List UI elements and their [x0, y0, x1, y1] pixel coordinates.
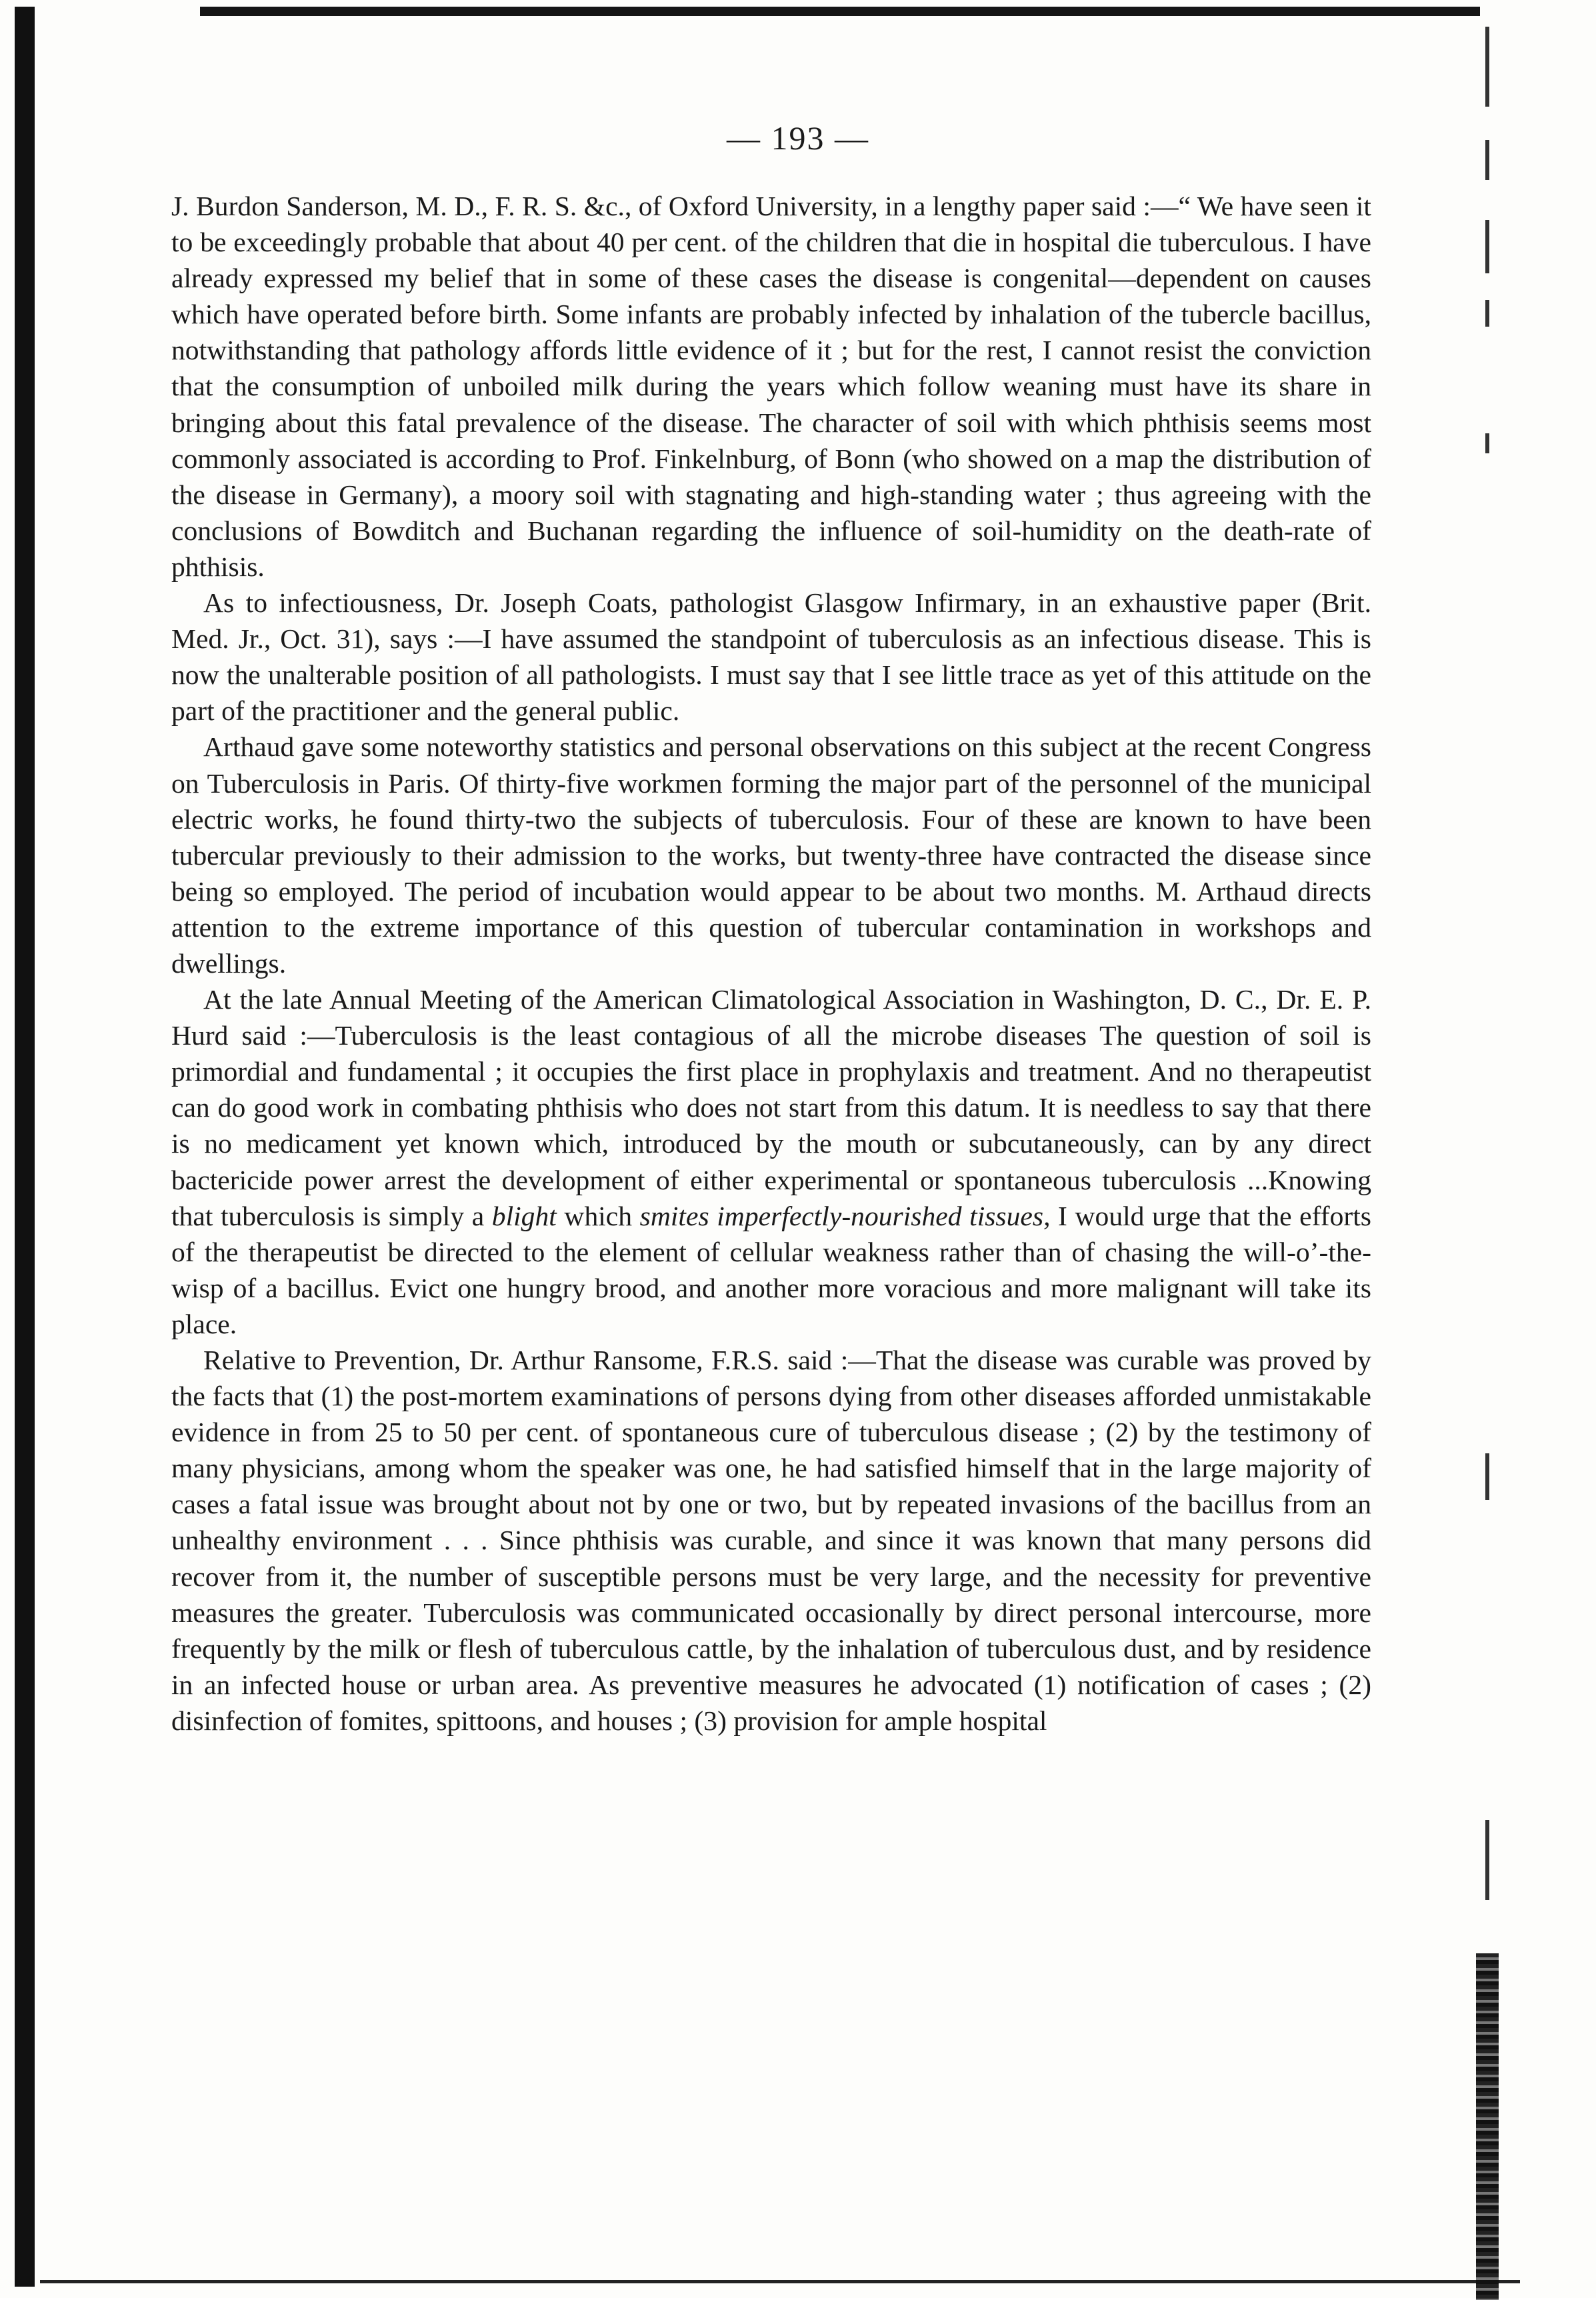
binding-shadow	[15, 7, 35, 2287]
page-number: — 193 —	[727, 119, 869, 157]
paragraph-hurd	[171, 981, 1371, 1342]
hurd-text-mid: which	[556, 1200, 640, 1231]
hurd-text-end: I would urge that the efforts of the therapeutist be directed to the element of cellular weakness rather than of chasing the will-o’-the-wisp of a bacillus. Evict one hungry brood, and another more voracious and more malignant will take its place.	[171, 1200, 1371, 1339]
article-body	[171, 188, 1371, 1739]
hurd-text-start: At the late Annual Meeting of the American Climatological Association in Washington, D. C., Dr. E. P. Hurd said :—Tuberculosis is the least contagious of all the microbe diseases The question of soil is primordial and fundamental ; it occupies the first place in prophylaxis and treatment. And no therapeutist can do good work in combating phthisis who does not start from this datum. It is needless to say that there is no medicament yet known which, introduced by the mouth or subcutaneously, can by any direct bactericide power arrest the development of either experimental or spontaneous tuberculosis ...Knowing that tuberculosis is simply a	[171, 984, 1371, 1231]
page-edge-artifact	[1473, 20, 1500, 2287]
hurd-italic-blight: blight	[491, 1200, 557, 1231]
paragraph-sanderson: J. Burdon Sanderson, M. D., F. R. S. &c., of Oxford University, in a lengthy paper said :—“ We have seen it to be exceedingly probable that about 40 per cent. of the children that die in hospital die tuberculous. I have already expressed my belief that in some of these cases the disease is congenital—dependent on causes which have operated before birth. Some infants are probably infected by inhalation of the tubercle bacillus, notwithstanding that pathology affords little evidence of it ; but for the rest, I cannot resist the conviction that the consumption of unboiled milk during the years which follow weaning must have its share in bringing about this fatal prevalence of the disease. The character of soil with which phthisis seems most commonly associated is according to Prof. Finkelnburg, of Bonn (who showed on a map the distribution of the disease in Germany), a moory soil with stagnating and high-standing water ; thus agreeing with the conclusions of Bowditch and Buchanan regarding the influence of soil-humidity on the death-rate of phthisis.	[171, 191, 1371, 582]
paragraph-arthaud: Arthaud gave some noteworthy statistics and personal observations on this subject at the recent Congress on Tuberculosis in Paris. Of thirty-five workmen forming the major part of the personnel of the municipal electric works, he found thirty-two the subjects of tuberculosis. Four of these are known to have been tubercular previously to their admission to the works, but twenty-three have contracted the disease since being so employed. The period of incubation would appear to be about two months. M. Arthaud directs attention to the extreme importance of this question of tubercular contamination in workshops and dwellings.	[171, 731, 1371, 979]
paragraph-ransome: Relative to Prevention, Dr. Arthur Ransome, F.R.S. said :—That the disease was curable was proved by the facts that (1) the post-mortem examinations of persons dying from other diseases afforded unmistakable evidence in from 25 to 50 per cent. of spontaneous cure of tuberculous disease ; (2) by the testimony of many physicians, among whom the speaker was one, he had satisfied himself that in the large majority of cases a fatal issue was brought about not by one or two, but by repeated invasions of the bacillus from an unhealthy environment . . . Since phthisis was curable, and since it was known that many persons did recover from it, the number of susceptible persons must be very large, and the necessity for preventive measures the greater. Tuberculosis was communicated occasionally by direct personal intercourse, more frequently by the milk or flesh of tuberculous cattle, by the inhalation of tuberculous dust, and by residence in an infected house or urban area. As preventive measures he advocated (1) notification of cases ; (2) disinfection of fomites, spittoons, and houses ; (3) provision for ample hospital	[171, 1345, 1371, 1736]
hurd-italic-tissues: smites imperfectly-nourished tissues,	[639, 1200, 1051, 1231]
paragraph-coats: As to infectiousness, Dr. Joseph Coats, pathologist Glasgow Infirmary, in an exhaustive paper (Brit. Med. Jr., Oct. 31), says :—I have assumed the standpoint of tuberculosis as an infectious disease. This is now the unalterable position of all pathologists. I must say that I see little trace as yet of this attitude on the part of the practitioner and the general public.	[171, 587, 1371, 727]
bottom-rule	[40, 2280, 1520, 2283]
top-rule	[200, 7, 1480, 16]
edge-noise	[1476, 1953, 1499, 2300]
